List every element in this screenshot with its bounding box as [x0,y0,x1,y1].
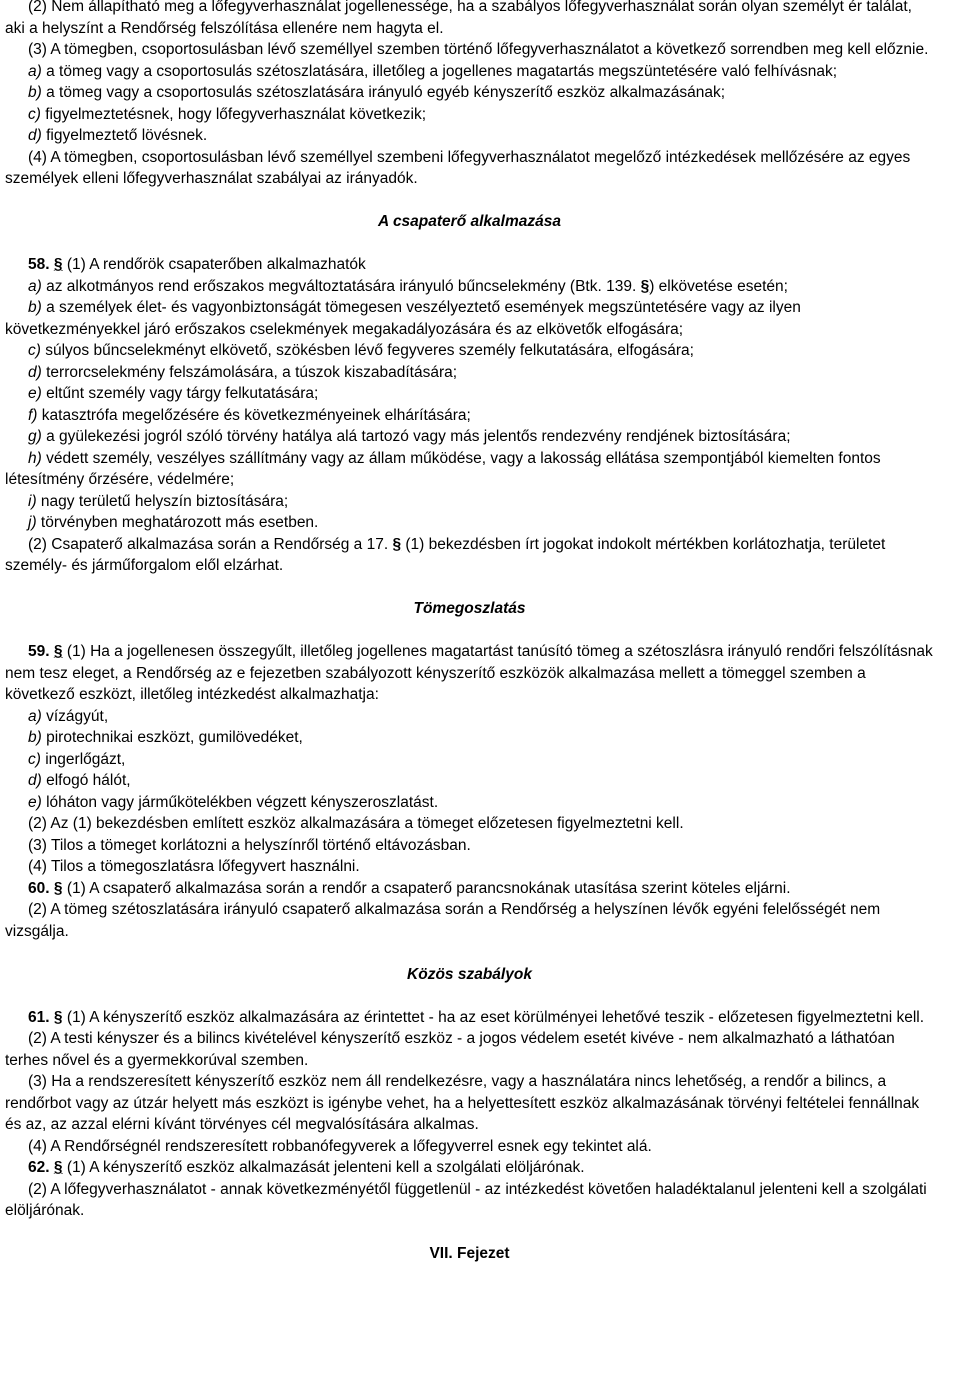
list-item: i) nagy területű helyszín biztosítására; [28,492,289,510]
list-item: b) pirotechnikai eszközt, gumilövedéket, [28,729,303,746]
list-item: c) súlyos bűncselekményt elkövető, szökésben lévő fegyveres személy felkutatására, elfogására; [28,342,694,359]
list-item: c) ingerlőgázt, [28,750,126,768]
item-label: a) [28,62,42,80]
list-item: d) figyelmeztető lövésnek. [28,127,208,144]
item-label: b) [28,299,42,316]
item-label: c) [28,105,41,123]
list-item: d) elfogó hálót, [28,772,131,789]
list-item: b) a személyek élet- és vagyonbiztonságát tömegesen veszélyeztető események megszüntetésére vagy az ilyen következményekkel járó erőszakos cselekmények megakadályozására és az elkövetők elfogására; [5,299,801,338]
section-title-csapatero: A csapaterő alkalmazása [378,213,561,230]
paragraph-59-4: (4) Tilos a tömegoszlatásra lőfegyvert használni. [28,858,360,875]
list-item: f) katasztrófa megelőzésére és következményeinek elhárítására; [28,406,471,424]
list-item: e) lóháton vagy járműkötelékben végzett kényszeroszlatást. [28,793,439,811]
item-label: c) [28,342,41,359]
paragraph-58-2: (2) Csapaterő alkalmazása során a Rendőrség a 17. § (1) bekezdésben írt jogokat indokolt mértékben korlátozhatja, területet személy- és járműforgalom elől elzárhat. [5,535,886,574]
list-item: a) az alkotmányos rend erőszakos megváltoztatására irányuló bűncselekmény (Btk. 139. §) elkövetése esetén; [28,277,788,295]
item-label: a) [28,707,42,725]
list-item: j) törvényben meghatározott más esetben. [28,514,319,531]
section-number: 60. [28,879,50,897]
list-item: d) terrorcselekmény felszámolására, a túszok kiszabadítására; [28,363,458,381]
paragraph-57-3: (3) A tömegben, csoportosulásban lévő személlyel szemben történő lőfegyverhasználatot a következő sorrendben meg kell előznie. [28,41,929,58]
section-number: 59. [28,643,50,660]
paragraph-sign-link[interactable]: § [392,535,402,553]
item-label: d) [28,127,42,144]
paragraph-62-2: (2) A lőfegyverhasználatot - annak következményétől függetlenül - az intézkedést követően haladéktalanul jelenteni kell a szolgálati elöljárónak. [5,1180,927,1219]
paragraph-60-2: (2) A tömeg szétoszlatására irányuló csapaterő alkalmazása során a Rendőrség a helyszínen lévők egyéni felelősségét nem vizsgálja. [5,901,881,940]
item-label: d) [28,363,42,381]
item-label: b) [28,729,42,746]
paragraph-61-1: 61. § (1) A kényszerítő eszköz alkalmazására az érintettet - ha az eset körülményei lehetővé teszik - előzetesen figyelmeztetni kell. [28,1008,925,1026]
section-number: 62. [28,1159,50,1176]
paragraph-59-2: (2) Az (1) bekezdésben említett eszköz alkalmazására a tömeget előzetesen figyelmeztetni kell. [28,815,684,832]
section-number: 58. [28,256,50,273]
paragraph-sign-link[interactable]: § [53,1008,63,1026]
item-label: i) [28,492,37,510]
item-label: e) [28,793,42,811]
list-item: a) vízágyút, [28,707,109,725]
chapter-title: VII. Fejezet [429,1245,510,1262]
paragraph-59-1: 59. § (1) Ha a jogellenesen összegyűlt, illetőleg jogellenes magatartást tanúsító tömeg a szétoszlásra irányuló rendőri felszólításnak nem tesz eleget, a Rendőrség az e fejezetben szabályozott kényszerítő eszközök alkalmazása mellett a tömeggel szemben a következő eszközt, illetőleg intézkedést alkalmazhatja: [5,643,933,703]
item-label: c) [28,750,41,768]
paragraph-57-4: (4) A tömegben, csoportosulásban lévő személlyel szembeni lőfegyverhasználatot megelőző intézkedések mellőzésére az egyes személyek elleni lőfegyverhasználat szabályai az irányadók. [5,148,911,187]
paragraph-59-3: (3) Tilos a tömeget korlátozni a helyszínről történő eltávozásban. [28,836,471,854]
item-label: a) [28,277,42,295]
paragraph-58-1: 58. § (1) A rendőrök csapaterőben alkalmazhatók [28,256,366,273]
paragraph-62-1: 62. § (1) A kényszerítő eszköz alkalmazását jelenteni kell a szolgálati elöljárónak. [28,1159,585,1176]
paragraph-60-1: 60. § (1) A csapaterő alkalmazása során a rendőr a csapaterő parancsnokának utasítása szerint köteles eljárni. [28,879,791,897]
list-item: b) a tömeg vagy a csoportosulás szétoszlatására irányuló egyéb kényszerítő eszköz alkalmazásának; [28,84,726,101]
item-label: f) [28,406,38,424]
section-title-kozos: Közös szabályok [407,965,532,983]
item-label: d) [28,772,42,789]
list-item: h) védett személy, veszélyes szállítmány vagy az állam működése, vagy a lakosság ellátása szempontjából kiemelten fontos létesítmény őrzésére, védelmére; [5,449,881,488]
paragraph-61-4: (4) A Rendőrségnél rendszeresített robbanófegyverek a lőfegyverrel esnek egy tekintet alá. [28,1137,652,1155]
list-item: g) a gyülekezési jogról szóló törvény hatálya alá tartozó vagy más jelentős rendezvény rendjének biztosítására; [28,428,791,445]
item-label: g) [28,428,42,445]
section-number: 61. [28,1008,50,1026]
paragraph-sign-link[interactable]: § [53,256,63,273]
paragraph-sign-link[interactable]: § [53,643,63,660]
item-label: h) [28,449,42,467]
paragraph-61-3: (3) Ha a rendszeresített kényszerítő eszköz nem áll rendelkezésre, vagy a használatára nincs lehetőség, a rendőr a bilincs, a rendőrbot vagy az útzár helyett más eszközt is igénybe vehet, ha a helyettesített eszköz alkalmazásának törvényi feltételei fennállnak és az, az azzal elérni kívánt törvényes cél megvalósítására alkalmas. [5,1073,920,1133]
paragraph-61-2: (2) A testi kényszer és a bilincs kivételével kényszerítő eszköz - a jogos védelem esetét kivéve - nem alkalmazható a láthatóan terhes nővel és a gyermekkorúval szemben. [5,1030,895,1069]
paragraph-sign-link[interactable]: § [640,277,650,295]
list-item: c) figyelmeztetésnek, hogy lőfegyverhasználat következik; [28,105,427,123]
list-item: a) a tömeg vagy a csoportosulás szétoszlatására, illetőleg a jogellenes magatartás megszüntetésére való felhívásnak; [28,62,838,80]
item-label: e) [28,385,42,402]
list-item: e) eltűnt személy vagy tárgy felkutatására; [28,385,319,402]
item-label: b) [28,84,42,101]
paragraph-57-2: (2) Nem állapítható meg a lőfegyverhasználat jogellenessége, ha a szabályos lőfegyverhasználat során olyan személyt ér találat, aki a helyszínt a Rendőrség felszólítása ellenére nem hagyta el. [5,0,912,37]
paragraph-sign-link[interactable]: § [53,1159,63,1176]
item-label: j) [28,514,37,531]
section-title-tomegoszlatas: Tömegoszlatás [413,600,526,617]
paragraph-sign-link[interactable]: § [53,879,63,897]
